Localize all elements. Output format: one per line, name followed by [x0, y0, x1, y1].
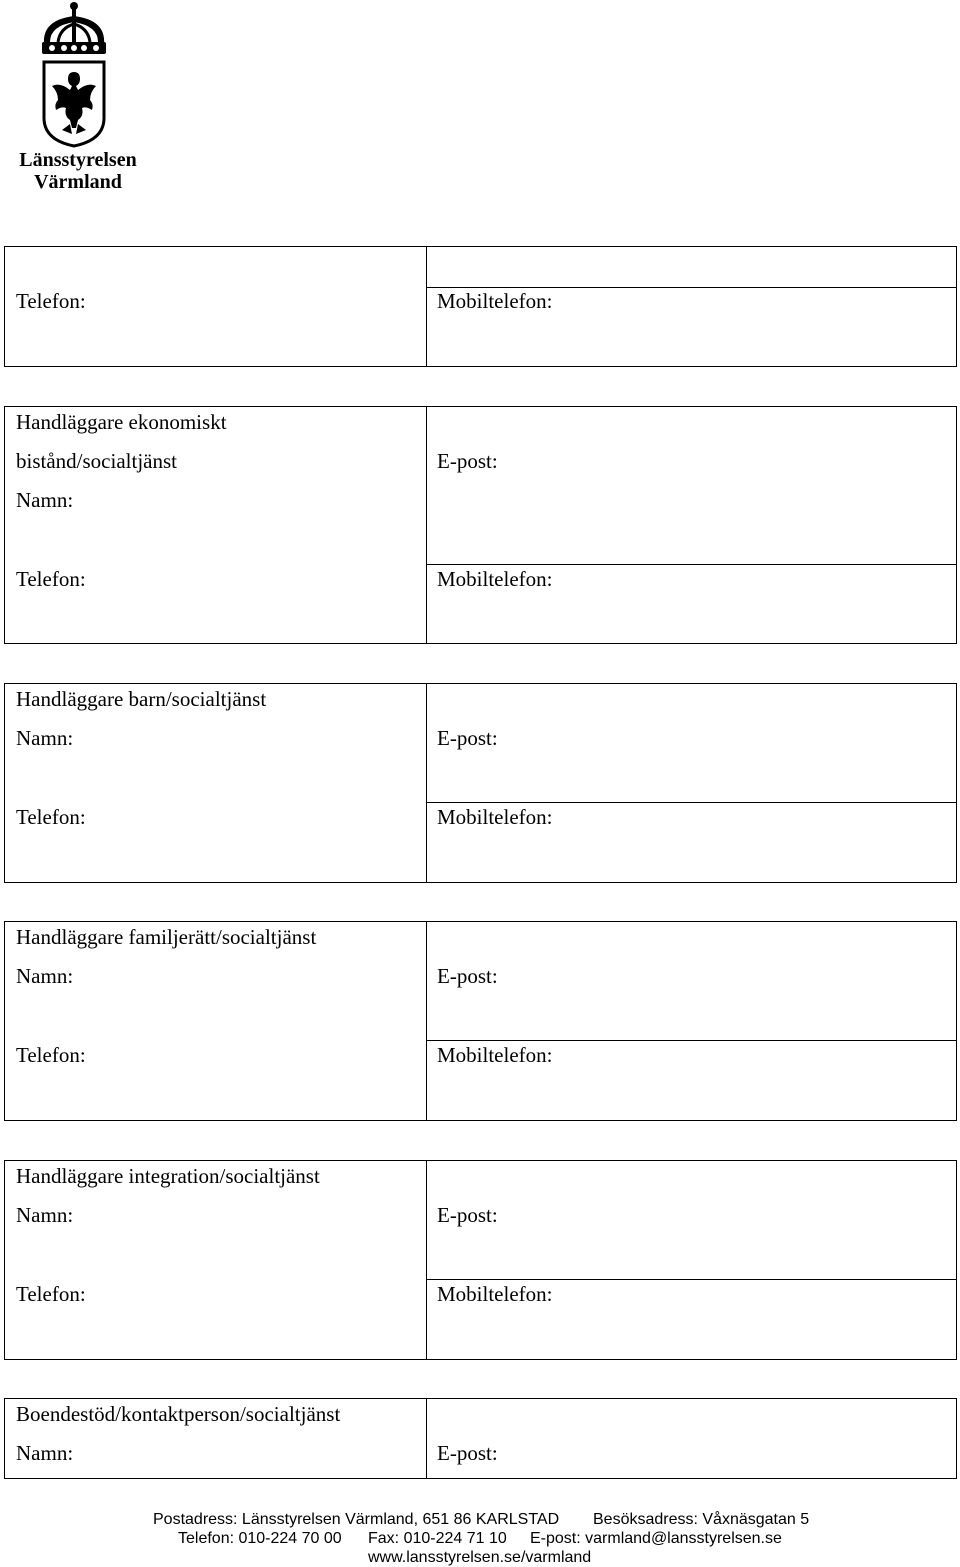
- name-label: Namn:: [16, 488, 74, 512]
- role-title: Handläggare familjerätt/socialtjänst: [16, 925, 317, 949]
- contact-block-integration: [4, 1160, 957, 1360]
- footer-postal-address: Postadress: Länsstyrelsen Värmland, 651 86 KARLSTAD: [153, 1511, 560, 1528]
- role-title: Boendestöd/kontaktperson/socialtjänst: [16, 1402, 341, 1426]
- email-label: E-post:: [437, 964, 498, 988]
- footer-phone: Telefon: 010-224 70 00: [178, 1530, 342, 1547]
- email-label: E-post:: [437, 449, 498, 473]
- email-label: E-post:: [437, 1441, 498, 1465]
- row-divider: [426, 802, 956, 803]
- role-title-line-2: bistånd/socialtjänst: [16, 449, 177, 473]
- lansstyrelsen-logo: [14, 0, 142, 196]
- mobile-label: Mobiltelefon:: [437, 567, 553, 591]
- mobile-label: Mobiltelefon:: [437, 805, 553, 829]
- contact-block: [4, 246, 957, 367]
- contact-block-barn: [4, 683, 957, 883]
- name-label: Namn:: [16, 964, 74, 988]
- mobile-label: Mobiltelefon:: [437, 1043, 553, 1067]
- coat-of-arms-icon: [14, 0, 142, 150]
- footer-visit-address: Besöksadress: Våxnäsgatan 5: [593, 1511, 810, 1528]
- column-divider: [426, 922, 427, 1120]
- email-label: E-post:: [437, 1203, 498, 1227]
- column-divider: [426, 407, 427, 643]
- mobile-label: Mobiltelefon:: [437, 289, 553, 313]
- row-divider: [426, 564, 956, 565]
- phone-label: Telefon:: [16, 567, 86, 591]
- contact-block-ekonomiskt-bistand: [4, 406, 957, 644]
- column-divider: [426, 247, 427, 366]
- row-divider: [426, 1040, 956, 1041]
- role-title: Handläggare barn/socialtjänst: [16, 687, 267, 711]
- phone-label: Telefon:: [16, 805, 86, 829]
- row-divider: [426, 1279, 956, 1280]
- name-label: Namn:: [16, 1441, 74, 1465]
- email-label: E-post:: [437, 726, 498, 750]
- name-label: Namn:: [16, 1203, 74, 1227]
- phone-label: Telefon:: [16, 1282, 86, 1306]
- row-divider: [426, 287, 956, 288]
- logo-line-2: Värmland: [34, 171, 122, 193]
- mobile-label: Mobiltelefon:: [437, 1282, 553, 1306]
- phone-label: Telefon:: [16, 289, 86, 313]
- column-divider: [426, 1399, 427, 1478]
- name-label: Namn:: [16, 726, 74, 750]
- contact-block-familjeratt: [4, 921, 957, 1121]
- column-divider: [426, 684, 427, 882]
- footer-email[interactable]: E-post: varmland@lansstyrelsen.se: [530, 1530, 782, 1547]
- role-title: Handläggare integration/socialtjänst: [16, 1164, 320, 1188]
- phone-label: Telefon:: [16, 1043, 86, 1067]
- logo-line-1: Länsstyrelsen: [19, 149, 137, 171]
- footer-fax: Fax: 010-224 71 10: [368, 1530, 507, 1547]
- contact-block-boendestod: [4, 1398, 957, 1479]
- role-title-line-1: Handläggare ekonomiskt: [16, 410, 227, 434]
- column-divider: [426, 1161, 427, 1359]
- footer-website-link[interactable]: www.lansstyrelsen.se/varmland: [368, 1549, 592, 1566]
